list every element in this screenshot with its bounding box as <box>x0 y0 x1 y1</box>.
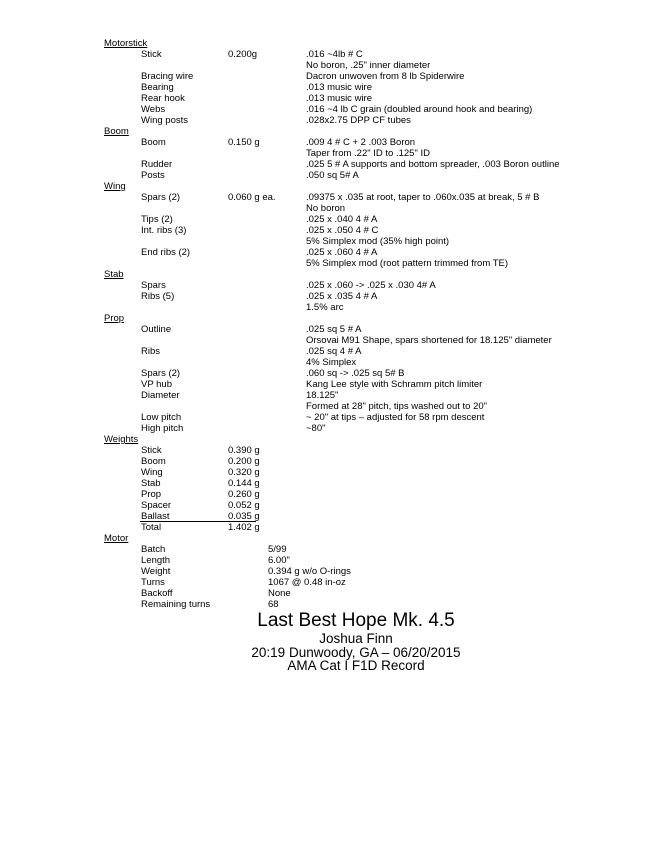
row-value: 0.320 g <box>228 467 260 478</box>
row-desc: 4% Simplex <box>306 357 357 368</box>
row-desc: Dacron unwoven from 8 lb Spiderwire <box>306 71 465 82</box>
row-desc: .013 music wire <box>306 93 372 104</box>
row-value: 0.200g <box>228 49 258 60</box>
row-value: 0.035 g <box>228 511 260 522</box>
spec-row <box>104 115 644 126</box>
row-label: Wing posts <box>141 115 188 126</box>
row-desc: .009 4 # C + 2 .003 Boron <box>306 137 416 148</box>
spec-row <box>104 467 644 478</box>
spec-row <box>104 368 644 379</box>
spec-row <box>104 214 644 225</box>
row-value: 0.390 g <box>228 445 260 456</box>
row-label: Bracing wire <box>141 71 194 82</box>
row-desc: .016 ~4 lb C grain (doubled around hook and bearing) <box>306 104 533 115</box>
row-label: Boom <box>141 456 166 467</box>
row-label: Int. ribs (3) <box>141 225 187 236</box>
row-desc: 5% Simplex mod (root pattern trimmed from TE) <box>306 258 509 269</box>
spec-row <box>104 71 644 82</box>
spec-row <box>104 379 644 390</box>
row-desc: ~ 20" at tips – adjusted for 58 rpm descent <box>306 412 485 423</box>
row-label: Boom <box>141 137 166 148</box>
spec-row <box>104 225 644 236</box>
row-label: High pitch <box>141 423 184 434</box>
row-label: Total <box>141 522 162 533</box>
row-value: 1067 @ 0.48 in-oz <box>268 577 346 588</box>
row-desc: No boron, .25" inner diameter <box>306 60 431 71</box>
row-desc: .050 sq 5# A <box>306 170 359 181</box>
row-label: Ribs (5) <box>141 291 175 302</box>
row-label: Tips (2) <box>141 214 173 225</box>
row-desc: .028x2.75 DPP CF tubes <box>306 115 411 126</box>
section-heading-wing: Wing <box>104 181 126 192</box>
spec-sections <box>104 38 644 610</box>
spec-row <box>104 82 644 93</box>
row-label: VP hub <box>141 379 172 390</box>
spec-row <box>104 335 644 346</box>
row-label: Ballast <box>141 511 170 522</box>
row-desc: .013 music wire <box>306 82 372 93</box>
row-desc: .025 x .060 -> .025 x .030 4# A <box>306 280 436 291</box>
spec-row <box>104 203 644 214</box>
row-value: 0.150 g <box>228 137 260 148</box>
spec-row <box>104 390 644 401</box>
row-value: 0.260 g <box>228 489 260 500</box>
spec-row <box>104 478 644 489</box>
row-label: Ribs <box>141 346 161 357</box>
spec-row <box>104 599 644 610</box>
row-label: Remaining turns <box>141 599 211 610</box>
row-value: 0.394 g w/o O-rings <box>268 566 351 577</box>
row-label: End ribs (2) <box>141 247 191 258</box>
spec-row <box>104 423 644 434</box>
row-label: Wing <box>141 467 163 478</box>
row-desc: ~80" <box>306 423 326 434</box>
spec-row <box>104 258 644 269</box>
spec-row <box>104 280 644 291</box>
row-desc: Taper from .22" ID to .125" ID <box>306 148 430 159</box>
row-value: 0.144 g <box>228 478 260 489</box>
spec-row <box>104 401 644 412</box>
row-desc: No boron <box>306 203 346 214</box>
spec-row <box>104 555 644 566</box>
section-heading-prop: Prop <box>104 313 125 324</box>
row-desc: .025 sq 5 # A <box>306 324 362 335</box>
row-label: Length <box>141 555 171 566</box>
row-value: 6.00" <box>268 555 290 566</box>
row-label: Stick <box>141 445 162 456</box>
section-heading-motorstick: Motorstick <box>104 38 148 49</box>
sum-underline <box>140 511 256 522</box>
section-heading-stab: Stab <box>104 269 124 280</box>
row-desc: .016 ~4lb # C <box>306 49 363 60</box>
spec-row <box>104 93 644 104</box>
spec-row <box>104 511 644 522</box>
row-value: 5/99 <box>268 544 287 555</box>
spec-row <box>104 104 644 115</box>
row-label: Spars (2) <box>141 192 181 203</box>
spec-row <box>104 456 644 467</box>
row-value: 0.200 g <box>228 456 260 467</box>
row-value: 1.402 g <box>228 522 260 533</box>
spec-row <box>104 291 644 302</box>
row-desc: Formed at 28" pitch, tips washed out to 20" <box>306 401 488 412</box>
document-record-line: 20:19 Dunwoody, GA – 06/20/2015 <box>251 644 461 660</box>
spec-row <box>104 544 644 555</box>
row-value: 0.060 g ea. <box>228 192 276 203</box>
spec-row <box>104 148 644 159</box>
row-desc: .025 x .040 4 # A <box>306 214 378 225</box>
spec-row <box>104 412 644 423</box>
row-value: 0.052 g <box>228 500 260 511</box>
row-label: Turns <box>141 577 165 588</box>
row-desc: Kang Lee style with Schramm pitch limiter <box>306 379 483 390</box>
row-label: Stick <box>141 49 162 60</box>
row-label: Weight <box>141 566 171 577</box>
row-label: Rudder <box>141 159 173 170</box>
row-desc: .060 sq -> .025 sq 5# B <box>306 368 405 379</box>
row-label: Bearing <box>141 82 174 93</box>
spec-row <box>104 236 644 247</box>
row-desc: .025 5 # A supports and bottom spreader, .003 Boron outline <box>306 159 560 170</box>
document-category-line: AMA Cat I F1D Record <box>287 658 425 673</box>
row-label: Spacer <box>141 500 172 511</box>
row-label: Spars (2) <box>141 368 181 379</box>
spec-row <box>104 49 644 60</box>
spec-row <box>104 324 644 335</box>
row-desc: .025 x .060 4 # A <box>306 247 378 258</box>
row-label: Diameter <box>141 390 180 401</box>
row-desc: .025 x .035 4 # A <box>306 291 378 302</box>
spec-row <box>104 137 644 148</box>
row-label: Backoff <box>141 588 173 599</box>
spec-row <box>104 60 644 71</box>
spec-row <box>104 302 644 313</box>
document-title: Last Best Hope Mk. 4.5 <box>257 610 455 631</box>
spec-row <box>104 346 644 357</box>
row-desc: 18.125" <box>306 390 339 401</box>
row-value: None <box>268 588 291 599</box>
title-block <box>62 610 650 673</box>
spec-row <box>104 522 644 533</box>
row-value: 68 <box>268 599 279 610</box>
row-desc: .025 sq 4 # A <box>306 346 362 357</box>
row-label: Outline <box>141 324 172 335</box>
row-label: Stab <box>141 478 161 489</box>
row-label: Webs <box>141 104 166 115</box>
spec-row <box>104 577 644 588</box>
spec-row <box>104 247 644 258</box>
document-author: Joshua Finn <box>319 631 393 646</box>
row-desc: .025 x .050 4 # C <box>306 225 379 236</box>
section-heading-motor: Motor <box>104 533 129 544</box>
row-desc: 5% Simplex mod (35% high point) <box>306 236 450 247</box>
spec-row <box>104 445 644 456</box>
section-heading-weights: Weights <box>104 434 139 445</box>
row-label: Spars <box>141 280 166 291</box>
section-heading-boom: Boom <box>104 126 129 137</box>
spec-row <box>104 357 644 368</box>
row-label: Low pitch <box>141 412 182 423</box>
spec-row <box>104 566 644 577</box>
row-label: Batch <box>141 544 166 555</box>
row-desc: .09375 x .035 at root, taper to .060x.035 at break, 5 # B <box>306 192 540 203</box>
row-desc: Orsovai M91 Shape, spars shortened for 18.125" diameter <box>306 335 552 346</box>
row-desc: 1.5% arc <box>306 302 344 313</box>
row-label: Rear hook <box>141 93 185 104</box>
spec-row <box>104 500 644 511</box>
spec-row <box>104 192 644 203</box>
row-label: Posts <box>141 170 165 181</box>
row-label: Prop <box>141 489 162 500</box>
spec-row <box>104 489 644 500</box>
spec-row <box>104 159 644 170</box>
spec-row <box>104 170 644 181</box>
spec-row <box>104 588 644 599</box>
